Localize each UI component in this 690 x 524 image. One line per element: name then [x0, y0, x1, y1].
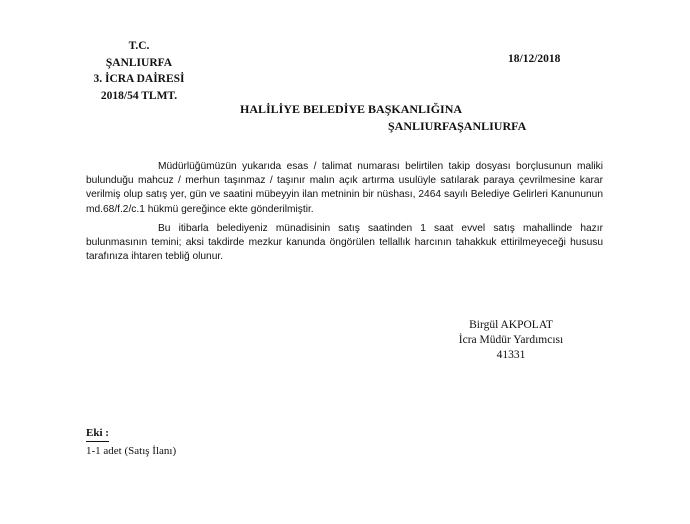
signer-name: Birgül AKPOLAT	[469, 319, 553, 331]
recipient-line-1: HALİLİYE BELEDİYE BAŞKANLIĞINA	[240, 102, 463, 116]
court-line-file-number: 2018/54 TLMT.	[100, 89, 178, 102]
attachment-item: 1-1 adet (Satış İlanı)	[86, 445, 177, 457]
body-paragraph-1: Müdürlüğümüzün yukarıda esas / talimat numarası belirtilen takip dosyası borçlusunun maliki bulunduğu mahcuz / merhun taşınmaz / taşınır malın açık artırma usulüyle satılarak paraya çevrilmesine karar verilmiş olup satış yer, gün ve saatini mübeyyin ilan metninin bir nüshası, 2464 sayılı Belediye Gelirleri Kanununun md.68/f.2/c.1 hükmü gereğince ekte gönderilmiştir.	[86, 161, 603, 215]
signature-block	[446, 318, 576, 363]
signer-number: 41331	[496, 349, 526, 361]
letter-date: 18/12/2018	[508, 53, 561, 65]
court-line-city: ŞANLIURFA	[105, 56, 173, 69]
attachments-section	[86, 426, 176, 458]
recipient-line-2: ŞANLIURFAŞANLIURFA	[388, 119, 527, 133]
signer-title: İcra Müdür Yardımcısı	[458, 334, 564, 346]
court-line-office: 3. İCRA DAİRESİ	[93, 73, 185, 85]
recipient-address	[240, 101, 560, 135]
attachments-label: Eki :	[86, 426, 109, 442]
letter-body	[86, 160, 603, 264]
court-line-country: T.C.	[128, 40, 150, 52]
body-paragraph-2: Bu itibarla belediyeniz münadisinin satış saatinden 1 saat evvel satış mahallinde hazır bulunmasının temini; aksi takdirde mezkur kanunda öngörülen tellallık harcının tahakkuk ettirilmeyeceği hususu tarafınıza ihtaren tebliğ olunur.	[86, 222, 603, 263]
court-header	[80, 38, 198, 104]
